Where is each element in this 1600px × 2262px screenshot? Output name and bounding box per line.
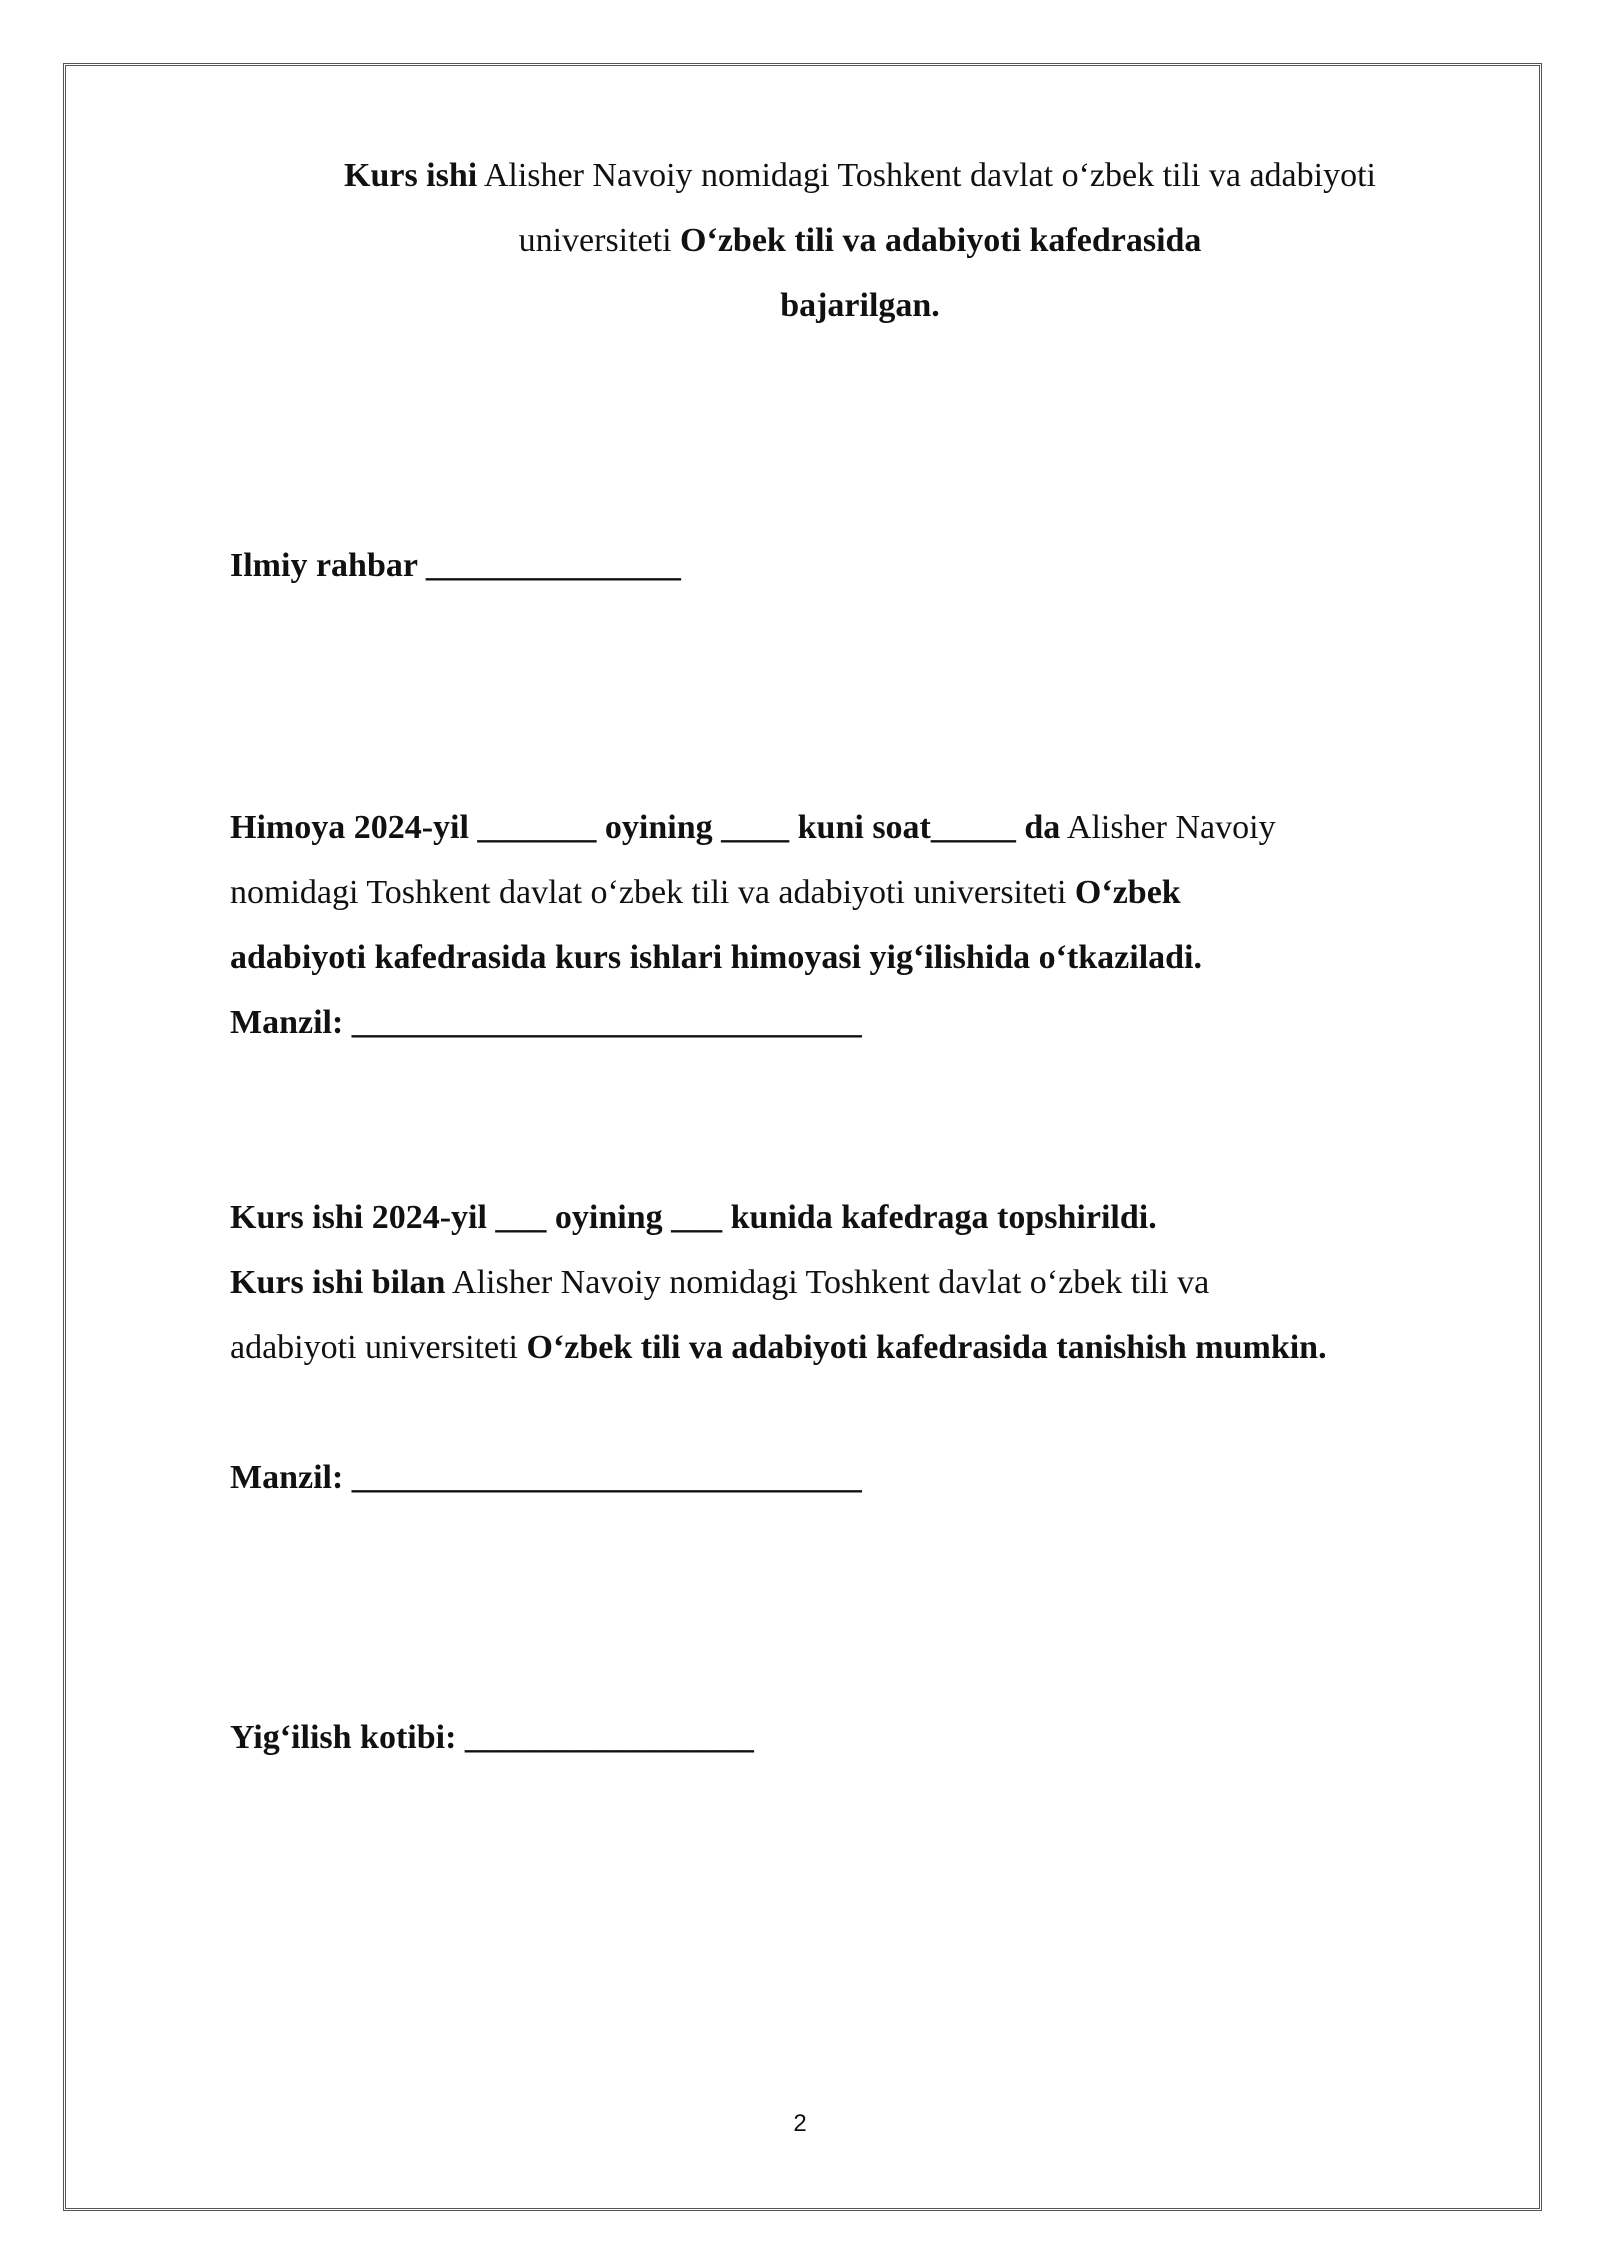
address-text: Manzil: ______________________________ [230, 1459, 862, 1496]
submission-text-2: Alisher Navoiy nomidagi Toshkent davlat o‘zbek tili va [445, 1264, 1210, 1301]
submission-text-3: adabiyoti universiteti [230, 1329, 527, 1366]
supervisor-line [230, 533, 1460, 598]
intro-line-2 [260, 208, 1460, 273]
defense-paragraph [230, 795, 1460, 1055]
intro-bold-1: Kurs ishi [344, 157, 478, 194]
intro-text-1: Alisher Navoiy nomidagi Toshkent davlat o‘zbek tili va adabiyoti [477, 157, 1376, 194]
intro-paragraph [260, 143, 1460, 338]
submission-line-3 [230, 1315, 1460, 1380]
defense-text-1: Alisher Navoiy [1060, 809, 1276, 846]
address-line [230, 1445, 1460, 1510]
defense-bold-1: Himoya 2024-yil _______ oyining ____ kuni soat_____ da [230, 809, 1061, 846]
defense-line-3: adabiyoti kafedrasida kurs ishlari himoyasi yig‘ilishida o‘tkaziladi. [230, 939, 1203, 976]
secretary-line [230, 1705, 1460, 1770]
submission-paragraph [230, 1185, 1460, 1380]
submission-bold-3: O‘zbek tili va adabiyoti kafedrasida tanishish mumkin. [526, 1329, 1327, 1366]
submission-line-2 [230, 1250, 1460, 1315]
intro-bold-3: bajarilgan. [780, 287, 940, 324]
defense-bold-2: O‘zbek [1074, 874, 1181, 911]
defense-text-2: nomidagi Toshkent davlat o‘zbek tili va adabiyoti universiteti [230, 874, 1075, 911]
supervisor-text: Ilmiy rahbar _______________ [230, 547, 681, 584]
intro-text-2: universiteti [518, 222, 681, 259]
secretary-text: Yig‘ilish kotibi: _________________ [230, 1719, 754, 1756]
defense-address: Manzil: ______________________________ [230, 1004, 862, 1041]
intro-line-1 [260, 143, 1460, 208]
defense-line-2 [230, 860, 1460, 925]
defense-line-1 [230, 795, 1460, 860]
intro-bold-2: O‘zbek tili va adabiyoti kafedrasida [680, 222, 1202, 259]
submission-line-1: Kurs ishi 2024-yil ___ oyining ___ kunida kafedraga topshirildi. [230, 1199, 1157, 1236]
page-border [63, 63, 1542, 2211]
intro-line-3 [260, 273, 1460, 338]
submission-bold-2: Kurs ishi bilan [230, 1264, 446, 1301]
page-number: 2 [793, 2110, 807, 2137]
